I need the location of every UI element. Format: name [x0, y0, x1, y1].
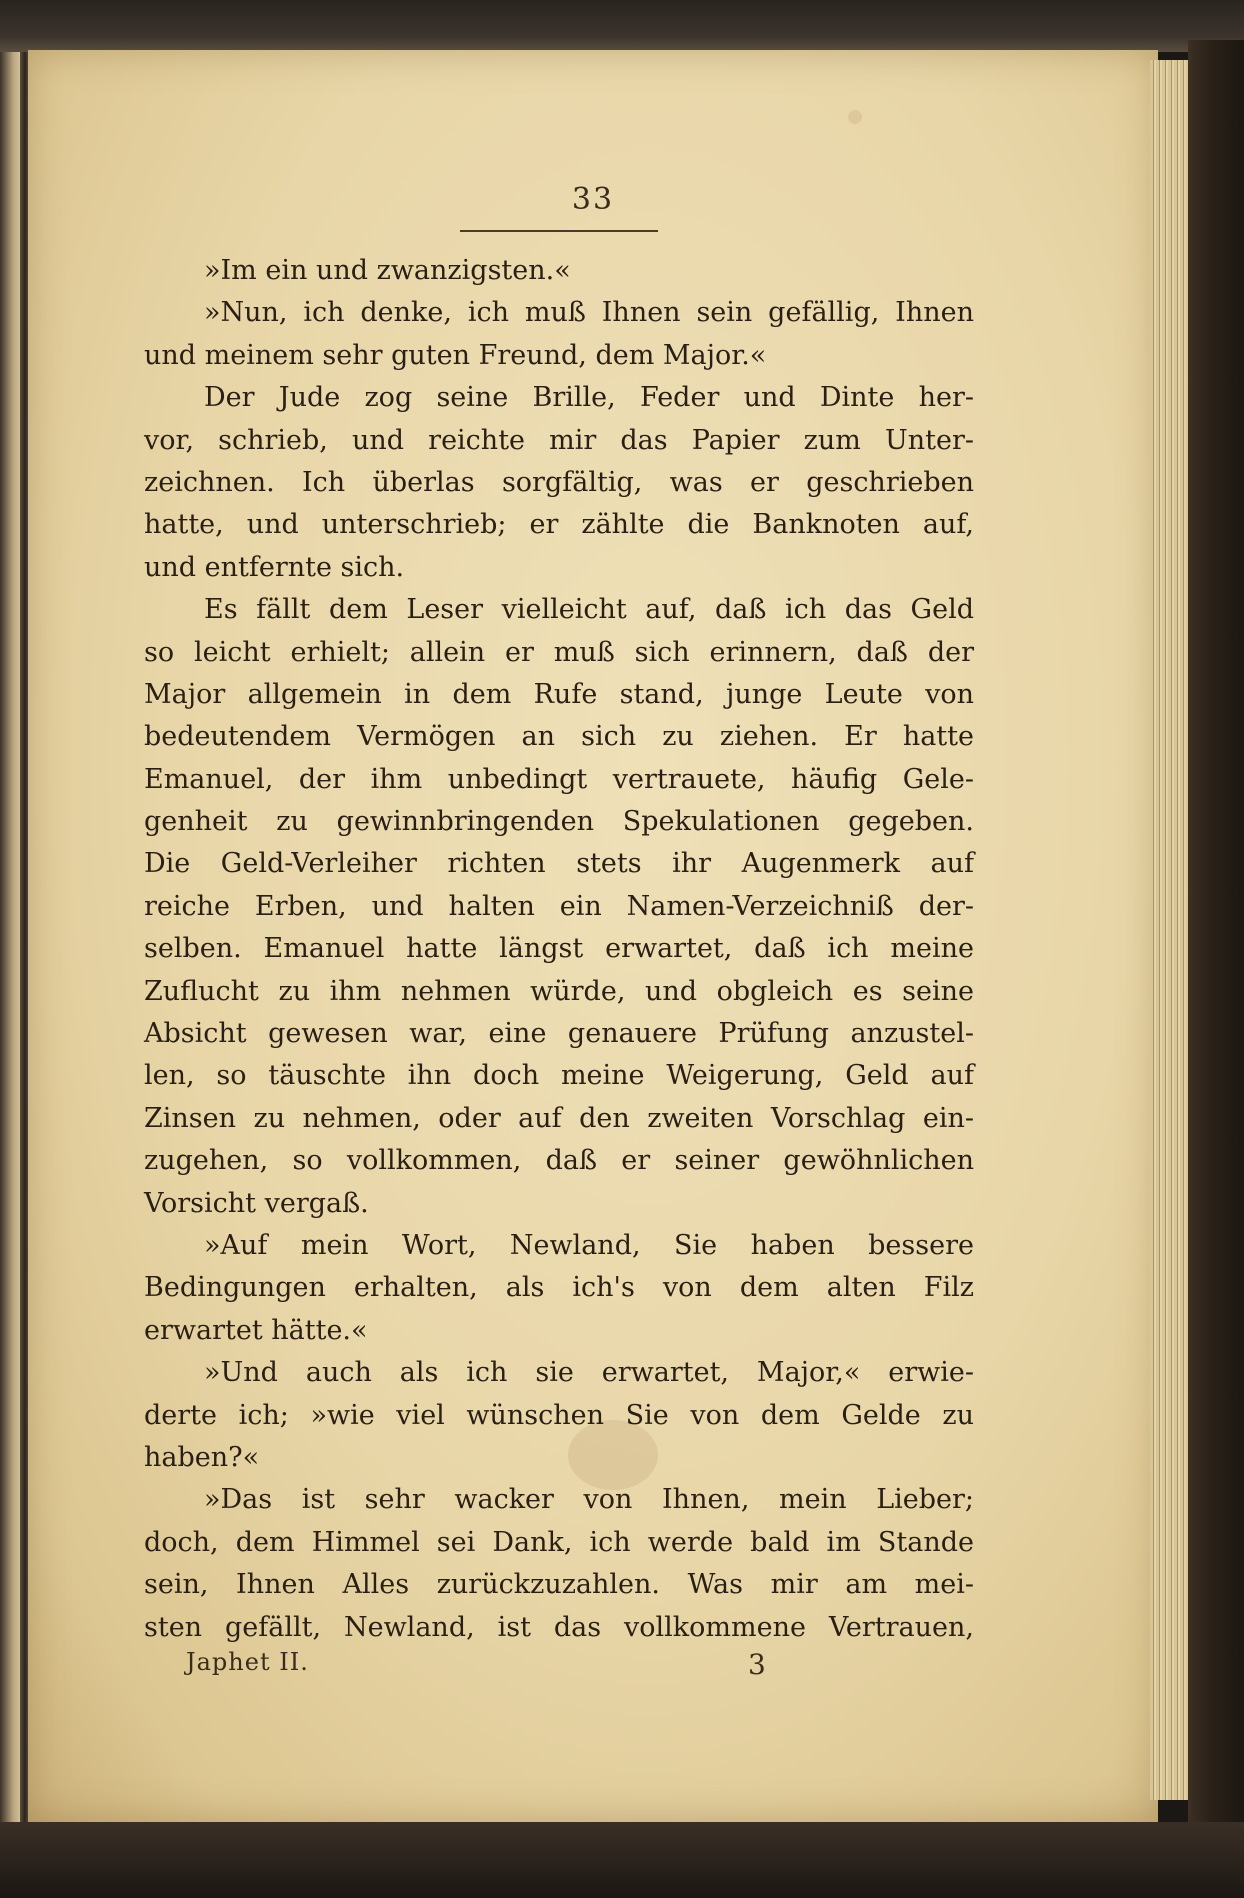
text-line: Vorsicht vergaß. — [144, 1187, 369, 1219]
book-page — [28, 50, 1158, 1822]
text-line: doch, dem Himmel sei Dank, ich werde bald im Stande — [144, 1526, 974, 1558]
text-line: »Im ein und zwanzigsten.« — [204, 255, 571, 286]
text-line: Bedingungen erhalten, als ich's von dem alten Filz — [144, 1272, 974, 1304]
text-line: selben. Emanuel hatte längst erwartet, daß ich meine — [144, 933, 974, 965]
text-line: vor, schrieb, und reichte mir das Papier zum Unter- — [144, 424, 974, 456]
printer-signature: Japhet II. — [186, 1648, 309, 1676]
text-line: Zinsen zu nehmen, oder auf den zweiten Vorschlag ein- — [144, 1102, 974, 1134]
text-line: zeichnen. Ich überlas sorgfältig, was er geschrieben — [144, 466, 974, 498]
text-line: »Das ist sehr wacker von Ihnen, mein Lieber; — [204, 1484, 974, 1516]
body-text — [144, 250, 974, 1649]
text-line: Major allgemein in dem Rufe stand, junge Leute von — [144, 678, 974, 710]
text-line: Emanuel, der ihm unbedingt vertrauete, häufig Gele- — [144, 763, 974, 795]
signature-mark: 3 — [748, 1648, 766, 1681]
facing-page-edge — [0, 52, 22, 1822]
text-line: Zuflucht zu ihm nehmen würde, und obgleich es seine — [144, 975, 974, 1007]
text-line: Die Geld-Verleiher richten stets ihr Augenmerk auf — [144, 848, 974, 880]
text-line: genheit zu gewinnbringenden Spekulationen gegeben. — [144, 806, 974, 838]
text-line: bedeutendem Vermögen an sich zu ziehen. Er hatte — [144, 721, 974, 753]
text-line: so leicht erhielt; allein er muß sich erinnern, daß der — [144, 636, 974, 668]
header-rule — [460, 230, 658, 232]
top-cover-edge — [0, 0, 1244, 52]
text-line: reiche Erben, und halten ein Namen-Verzeichniß der- — [144, 890, 974, 922]
text-line: »Und auch als ich sie erwartet, Major,« erwie- — [204, 1357, 974, 1389]
text-line: sein, Ihnen Alles zurückzuzahlen. Was mir am mei- — [144, 1569, 974, 1601]
book-spine — [1188, 40, 1244, 1840]
text-line: haben?« — [144, 1441, 260, 1473]
text-line: hatte, und unterschrieb; er zählte die Banknoten auf, — [144, 509, 974, 541]
text-line: derte ich; »wie viel wünschen Sie von dem Gelde zu — [144, 1399, 974, 1431]
page-number: 33 — [571, 182, 615, 217]
page-block-edges — [1150, 60, 1190, 1800]
paper-spot — [848, 110, 862, 124]
text-line: Der Jude zog seine Brille, Feder und Dinte her- — [204, 382, 974, 414]
text-line: und entfernte sich. — [144, 551, 405, 583]
text-line: Absicht gewesen war, eine genauere Prüfung anzustel- — [144, 1018, 974, 1050]
text-line: zugehen, so vollkommen, daß er seiner gewöhnlichen — [144, 1145, 974, 1177]
text-line: sten gefällt, Newland, ist das vollkommene Vertrauen, — [144, 1611, 974, 1643]
text-line: »Nun, ich denke, ich muß Ihnen sein gefällig, Ihnen — [204, 297, 974, 329]
text-line: und meinem sehr guten Freund, dem Major.« — [144, 339, 767, 371]
bottom-cover-edge — [0, 1822, 1244, 1898]
text-line: erwartet hätte.« — [144, 1314, 368, 1346]
text-line: »Auf mein Wort, Newland, Sie haben bessere — [204, 1229, 974, 1261]
text-line: len, so täuschte ihn doch meine Weigerung, Geld auf — [144, 1060, 974, 1092]
text-line: Es fällt dem Leser vielleicht auf, daß ich das Geld — [204, 594, 974, 626]
